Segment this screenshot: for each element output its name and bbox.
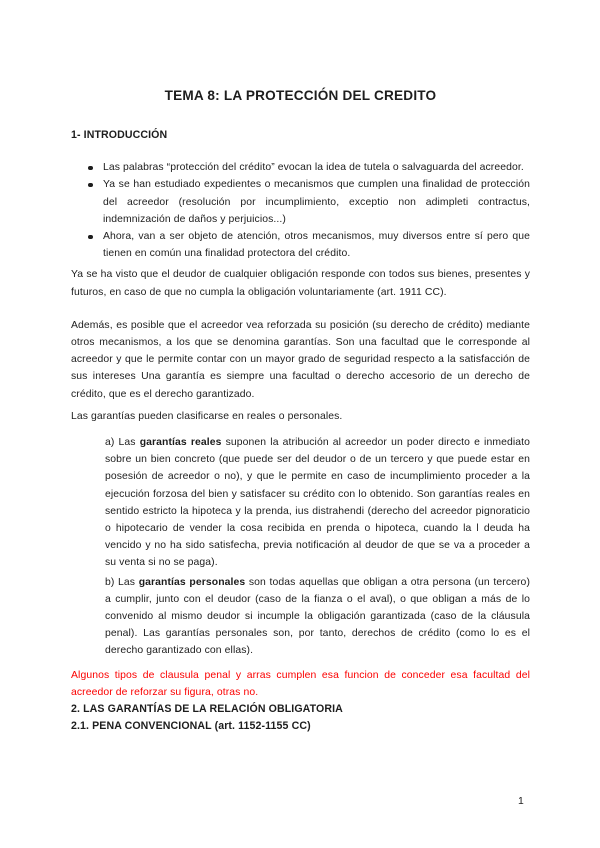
- paragraph-debtor-liability: Ya se ha visto que el deudor de cualquier obligación responde con todos sus bienes, presentes y futuros, en caso de que no cumpla la obligación voluntariamente (art. 1911 CC).: [71, 269, 530, 298]
- red-annotation-note: Algunos tipos de clausula penal y arras cumplen esa funcion de conceder esa facultad del acreedor de reforzar su figura, otras no.: [71, 669, 530, 698]
- section-2-heading: 2. LAS GARANTÍAS DE LA RELACIÓN OBLIGATORIA: [71, 703, 343, 716]
- paragraph-personal-guarantees: [105, 574, 530, 660]
- bullet-text-1: Las palabras “protección del crédito” evocan la idea de tutela o salvaguarda del acreedor.: [103, 162, 524, 174]
- bullet-text-3: Ahora, van a ser objeto de atención, otros mecanismos, muy diversos entre sí pero que tienen en común una finalidad protectora del crédito.: [103, 231, 530, 260]
- personal-guarantees-term: garantías personales: [138, 576, 246, 588]
- personal-guarantees-body: son todas aquellas que obligan a otra persona (un tercero) a cumplir, junto con el deudor (caso de la fianza o el aval), o que obligan a más de lo convenido al mismo deudor si incumple la obligación garantizada (caso de la cláusula penal). Las garantías personales son, por tanto, derechos de crédito (como lo es el derecho garantizado con ellas).: [105, 576, 531, 657]
- intro-heading: 1- INTRODUCCIÓN: [71, 129, 168, 141]
- section-2-1-heading: 2.1. PENA CONVENCIONAL (art. 1152-1155 CC): [71, 720, 311, 733]
- paragraph-guarantees-classification: Las garantías pueden clasificarse en reales o personales.: [71, 410, 343, 422]
- bullet-icon: [88, 235, 93, 240]
- bullet-text-2: Ya se han estudiado expedientes o mecanismos que cumplen una finalidad de protección del acreedor (resolución por incumplimiento, exceptio non adimpleti contractus, indemnización de daños y perjuicios...): [103, 179, 530, 225]
- real-guarantees-prefix: a) Las: [105, 437, 140, 449]
- bullet-icon: [88, 183, 93, 188]
- bullet-item-3: [71, 228, 530, 262]
- document-title: TEMA 8: LA PROTECCIÓN DEL CREDITO: [164, 88, 437, 103]
- paragraph-guarantees-definition: Además, es posible que el acreedor vea reforzada su posición (su derecho de crédito) mediante otros mecanismos, a los que se denomina garantías. Son una facultad que le corresponde al acreedor y que le permite contar con un mayor grado de seguridad respecto a la satisfacción de sus intereses Una garantía es siempre una facultad o derecho accesorio de un derecho de crédito, que es el derecho garantizado.: [71, 319, 530, 400]
- paragraph-real-guarantees: [105, 434, 530, 572]
- bullet-item-2: [71, 176, 530, 228]
- personal-guarantees-prefix: b) Las: [105, 576, 139, 588]
- real-guarantees-body: suponen la atribución al acreedor un poder directo e inmediato sobre un bien concreto (que puede ser del deudor o de un tercero y que puede estar en posesión de acreedor o no), y que le permite en caso de incumplimiento proceder a la ejecución forzosa del bien y satisfacer su crédito con lo obtenido. Son garantías reales en sentido estricto la hipoteca y la prenda, ius distrahendi (derecho del acreedor pignoraticio o hipotecario de vender la cosa recibida en prenda o hipoteca, cuando la l deuda ha vencido y no ha sido satisfecha, previa notificación al deudor de que se va a proceder a su venta si no se paga).: [105, 437, 531, 569]
- bullet-list: [71, 159, 530, 262]
- page-number: 1: [518, 796, 524, 807]
- page-content: [71, 0, 530, 736]
- real-guarantees-term: garantías reales: [139, 437, 222, 449]
- bullet-icon: [88, 166, 93, 171]
- bullet-item-1: [71, 159, 530, 176]
